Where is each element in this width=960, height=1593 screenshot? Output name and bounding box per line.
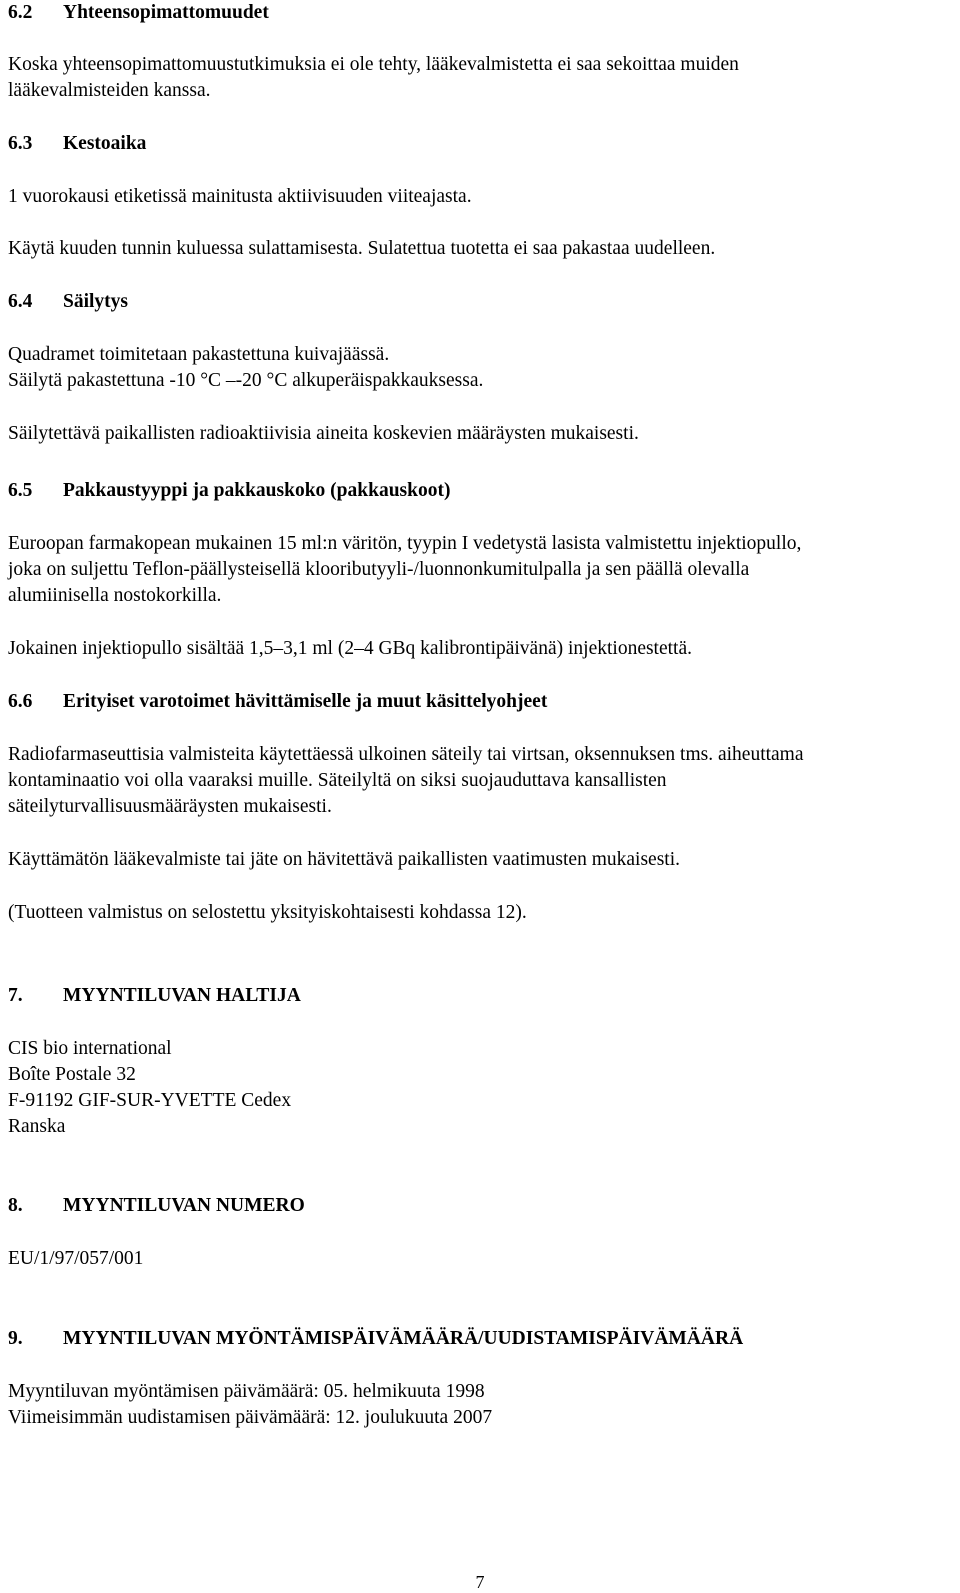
heading-number: 6.2 (8, 2, 33, 23)
heading-9 (8, 1326, 743, 1352)
paragraph-line: Säilytä pakastettuna -10 °C –-20 °C alkuperäispakkauksessa. (8, 370, 484, 391)
paragraph-line: Käytä kuuden tunnin kuluessa sulattamisesta. Sulatettua tuotetta ei saa pakastaa uudelleen. (8, 238, 716, 259)
paragraph-line: Quadramet toimitetaan pakastettuna kuivajäässä. (8, 344, 390, 365)
address-line: Boîte Postale 32 (8, 1064, 136, 1085)
heading-number: 7. (8, 985, 23, 1006)
address-line: Ranska (8, 1116, 66, 1137)
paragraph-line: Viimeisimmän uudistamisen päivämäärä: 12. joulukuuta 2007 (8, 1407, 493, 1428)
paragraph-line: lääkevalmisteiden kanssa. (8, 80, 211, 101)
paragraph-line: (Tuotteen valmistus on selostettu yksityiskohtaisesti kohdassa 12). (8, 902, 527, 923)
paragraph-line: Radiofarmaseuttisia valmisteita käytettäessä ulkoinen säteily tai virtsan, oksennuksen tms. aiheuttama (8, 744, 804, 765)
paragraph-line: Koska yhteensopimattomuustutkimuksia ei ole tehty, lääkevalmistetta ei saa sekoittaa muiden (8, 54, 739, 75)
heading-title: MYYNTILUVAN HALTIJA (63, 985, 301, 1006)
heading-6-5 (8, 478, 450, 504)
paragraph-line: joka on suljettu Teflon-päällysteisellä klooributyyli-/luonnonkumitulpalla ja sen päällä olevalla (8, 559, 750, 580)
address-line: F-91192 GIF-SUR-YVETTE Cedex (8, 1090, 292, 1111)
paragraph-line: Säilytettävä paikallisten radioaktiivisia aineita koskevien määräysten mukaisesti. (8, 423, 639, 444)
heading-number: 6.6 (8, 691, 33, 712)
heading-title: Erityiset varotoimet hävittämiselle ja muut käsittelyohjeet (63, 691, 548, 712)
heading-title: Säilytys (63, 291, 129, 312)
heading-number: 8. (8, 1195, 23, 1216)
paragraph-line: alumiinisella nostokorkilla. (8, 585, 222, 606)
heading-title: MYYNTILUVAN MYÖNTÄMISPÄIVÄMÄÄRÄ/UUDISTAMISPÄIVÄMÄÄRÄ (63, 1328, 744, 1349)
address-line: CIS bio international (8, 1038, 172, 1059)
heading-title: MYYNTILUVAN NUMERO (63, 1195, 305, 1216)
heading-6-2 (8, 0, 269, 26)
paragraph-line: EU/1/97/057/001 (8, 1248, 144, 1269)
paragraph-line: kontaminaatio voi olla vaaraksi muille. Säteilyltä on siksi suojauduttava kansallisten (8, 770, 667, 791)
heading-6-3 (8, 131, 146, 157)
heading-number: 6.4 (8, 291, 33, 312)
heading-number: 6.3 (8, 133, 33, 154)
paragraph-line: Myyntiluvan myöntämisen päivämäärä: 05. helmikuuta 1998 (8, 1381, 485, 1402)
paragraph-line: Käyttämätön lääkevalmiste tai jäte on hävitettävä paikallisten vaatimusten mukaisesti. (8, 849, 680, 870)
paragraph-line: Euroopan farmakopean mukainen 15 ml:n väritön, tyypin I vedetystä lasista valmistettu injektiopullo, (8, 533, 802, 554)
paragraph-line: Jokainen injektiopullo sisältää 1,5–3,1 ml (2–4 GBq kalibrontipäivänä) injektionestettä. (8, 638, 692, 659)
heading-number: 6.5 (8, 480, 33, 501)
heading-6-6 (8, 689, 547, 715)
heading-title: Yhteensopimattomuudet (63, 2, 269, 23)
paragraph-line: säteilyturvallisuusmääräysten mukaisesti. (8, 796, 332, 817)
heading-title: Kestoaika (63, 133, 147, 154)
page-number: 7 (475, 1572, 485, 1592)
heading-title: Pakkaustyyppi ja pakkauskoko (pakkauskoot) (63, 480, 451, 501)
heading-8 (8, 1193, 305, 1219)
heading-7 (8, 983, 301, 1009)
heading-number: 9. (8, 1328, 23, 1349)
paragraph-line: 1 vuorokausi etiketissä mainitusta aktiivisuuden viiteajasta. (8, 186, 472, 207)
heading-6-4 (8, 289, 128, 315)
